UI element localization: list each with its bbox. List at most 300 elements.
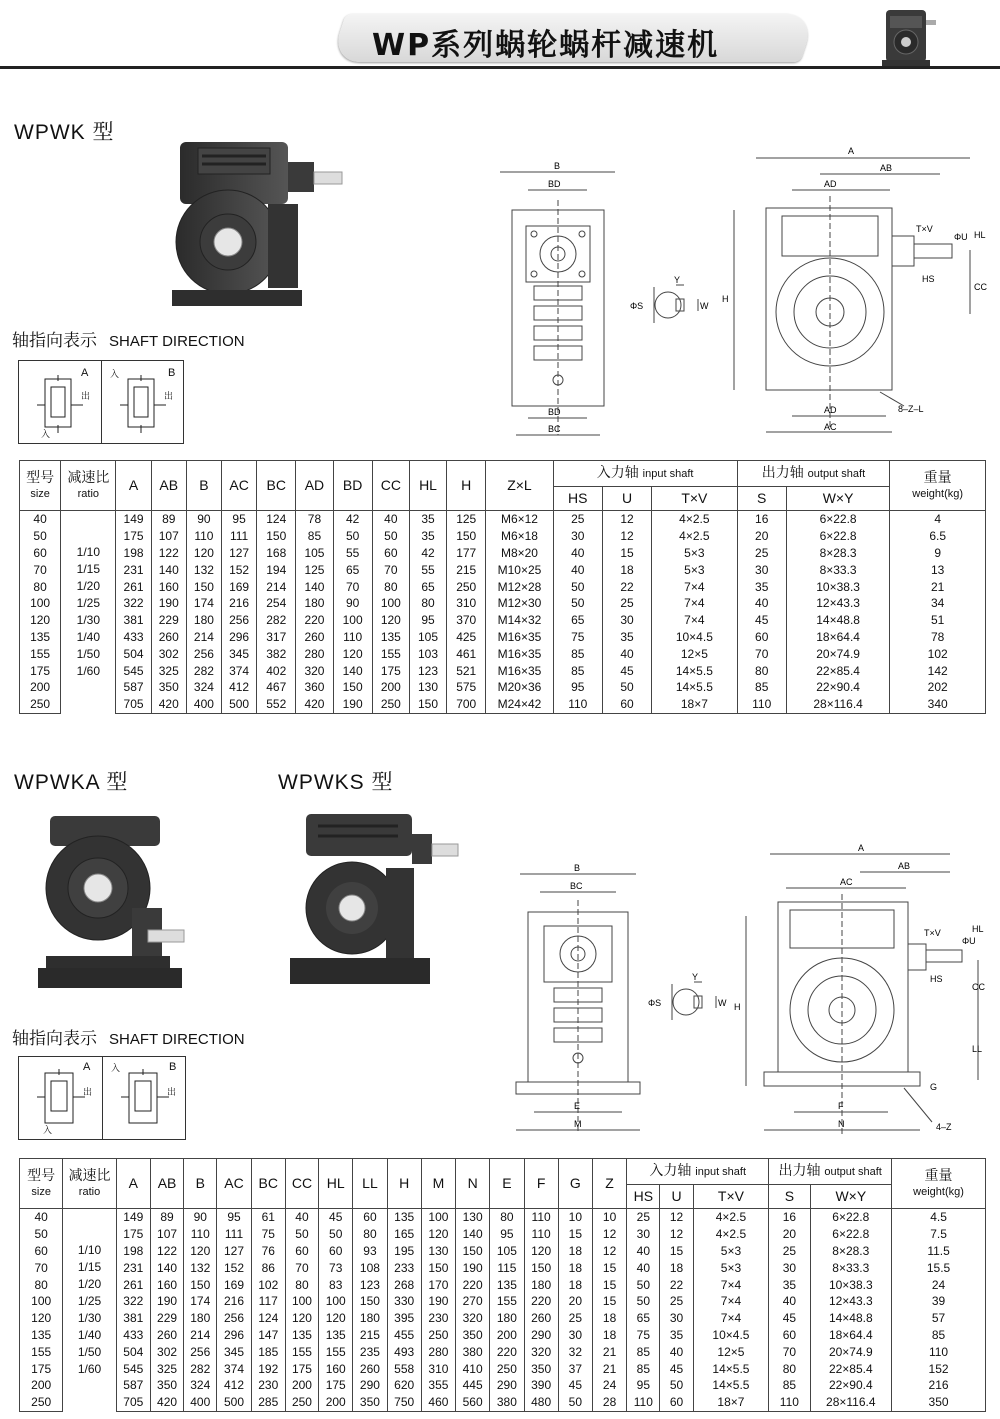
- table-cell: 12×5: [693, 1343, 769, 1360]
- table-cell: 110: [737, 696, 786, 713]
- table-cell: 180: [524, 1276, 558, 1293]
- table-cell: 40: [285, 1209, 318, 1226]
- shaft-variant-b: [101, 361, 184, 443]
- table-cell: 50: [602, 679, 651, 696]
- dim-f: F: [838, 1101, 844, 1111]
- table-cell: 374: [222, 662, 257, 679]
- table-cell: 110: [553, 696, 602, 713]
- table-cell: M8×20: [486, 545, 553, 562]
- ratio-value: 1/10: [77, 1243, 102, 1258]
- table-cell: 350: [456, 1327, 490, 1344]
- variant-b-label: B: [168, 367, 176, 379]
- table-cell: 111: [222, 528, 257, 545]
- table-cell: 280: [296, 645, 333, 662]
- wpwk-front-view-drawing: [720, 140, 990, 445]
- table-cell: 8×33.3: [810, 1259, 892, 1276]
- col-weight: 重量 weight(kg): [890, 461, 986, 511]
- table-cell: 140: [296, 578, 333, 595]
- dim-cc: CC: [974, 282, 987, 292]
- table-cell: M24×42: [486, 696, 553, 713]
- table-cell: 340: [890, 696, 986, 713]
- table-cell: 214: [184, 1327, 217, 1344]
- table-cell: 50: [660, 1377, 693, 1394]
- table-cell: 4×2.5: [652, 528, 737, 545]
- dim-g: G: [930, 1082, 938, 1092]
- table-cell: 39: [892, 1293, 986, 1310]
- table-cell: M16×35: [486, 629, 553, 646]
- table-cell: 15: [558, 1226, 592, 1243]
- table-row: [20, 1259, 986, 1276]
- table-cell: 135: [387, 1209, 421, 1226]
- variant-a-label-2: A: [83, 1061, 91, 1073]
- table-cell: M6×18: [486, 528, 553, 545]
- table-cell: 73: [319, 1259, 353, 1276]
- table-cell: 175: [372, 662, 409, 679]
- table-cell: 40: [769, 1293, 810, 1310]
- table-cell: 250: [372, 696, 409, 713]
- table-cell: 12: [660, 1226, 693, 1243]
- table-cell: 22×85.4: [786, 662, 890, 679]
- table-cell: 60: [285, 1243, 318, 1260]
- variant-b-output: 出: [164, 392, 174, 402]
- table-cell: 22×90.4: [810, 1377, 892, 1394]
- table-cell: 90: [184, 1209, 217, 1226]
- table-cell: 200: [372, 679, 409, 696]
- table-row: [20, 1377, 986, 1394]
- table-cell: 4: [890, 511, 986, 528]
- table-cell: 250: [490, 1360, 524, 1377]
- dim-s-2: ΦS: [648, 998, 662, 1008]
- table-cell: 18×7: [693, 1394, 769, 1411]
- table-cell: 35: [602, 629, 651, 646]
- table-cell: 175: [285, 1360, 318, 1377]
- table-cell: 15: [592, 1276, 626, 1293]
- shaft-variant-b-2: [102, 1057, 186, 1139]
- col-hl: HL: [409, 461, 446, 511]
- table-row: [20, 679, 986, 696]
- col2-n: N: [456, 1159, 490, 1209]
- table-cell: 130: [421, 1243, 455, 1260]
- table-cell: 12×5: [652, 645, 737, 662]
- table-cell: 155: [285, 1343, 318, 1360]
- table-cell: 93: [353, 1243, 387, 1260]
- col2-ac: AC: [217, 1159, 251, 1209]
- table-cell: 60: [20, 545, 61, 562]
- col2-hl: HL: [319, 1159, 353, 1209]
- table-row: [20, 629, 986, 646]
- table-cell: 185: [251, 1343, 285, 1360]
- table-cell: 15: [602, 545, 651, 562]
- col-ratio: 减速比 ratio: [61, 461, 116, 511]
- dim-b: B: [554, 161, 561, 171]
- col-h: H: [447, 461, 486, 511]
- table-cell: 28×116.4: [810, 1394, 892, 1411]
- table-cell: 110: [186, 528, 221, 545]
- table-cell: 560: [456, 1394, 490, 1411]
- col2-size: 型号 size: [20, 1159, 63, 1209]
- table-cell: 78: [296, 511, 333, 528]
- table-cell: 135: [372, 629, 409, 646]
- table-cell: 160: [150, 1276, 183, 1293]
- table-cell: 12×43.3: [810, 1293, 892, 1310]
- table-cell: 587: [116, 1377, 150, 1394]
- table-cell: 102: [251, 1276, 285, 1293]
- table-cell: 168: [257, 545, 296, 562]
- table-cell: 21: [592, 1343, 626, 1360]
- table-cell: 120: [524, 1243, 558, 1260]
- table-cell: 200: [20, 1377, 63, 1394]
- table-cell: 60: [602, 696, 651, 713]
- table-cell: 40: [372, 511, 409, 528]
- table-cell: 5×3: [693, 1243, 769, 1260]
- model-label-wpwka: WPWKA 型: [14, 771, 129, 794]
- table-cell: 12: [602, 511, 651, 528]
- table-cell: 220: [490, 1343, 524, 1360]
- table-cell: 14×5.5: [693, 1360, 769, 1377]
- table-cell: 34: [890, 595, 986, 612]
- table-cell: 282: [257, 612, 296, 629]
- table-cell: 150: [353, 1293, 387, 1310]
- table-cell: 231: [116, 561, 151, 578]
- table-cell: 215: [353, 1327, 387, 1344]
- table-cell: 15: [660, 1243, 693, 1260]
- table-cell: 105: [490, 1243, 524, 1260]
- table-cell: M16×35: [486, 662, 553, 679]
- table-cell: 120: [20, 612, 61, 629]
- table-cell: 250: [285, 1394, 318, 1411]
- table-cell: 324: [184, 1377, 217, 1394]
- table-cell: 20×74.9: [810, 1343, 892, 1360]
- table-cell: M12×28: [486, 578, 553, 595]
- table-cell: 190: [151, 595, 186, 612]
- table-cell: 504: [116, 645, 151, 662]
- table-cell: 124: [251, 1310, 285, 1327]
- table-cell: 250: [20, 1394, 63, 1411]
- table-cell: 150: [257, 528, 296, 545]
- dim-y: Y: [674, 275, 681, 285]
- table-cell: 135: [285, 1327, 318, 1344]
- table-cell: 296: [222, 629, 257, 646]
- col2-wy: W×Y: [810, 1185, 892, 1209]
- table-cell: 302: [151, 645, 186, 662]
- table-cell: 142: [890, 662, 986, 679]
- table-cell: 150: [456, 1243, 490, 1260]
- table-cell: 10: [592, 1209, 626, 1226]
- table-cell: 231: [116, 1259, 150, 1276]
- table-cell: 95: [627, 1377, 660, 1394]
- table-cell: 18: [592, 1310, 626, 1327]
- col2-weight: 重量 weight(kg): [892, 1159, 986, 1209]
- table-cell: 455: [387, 1327, 421, 1344]
- table-cell: 20: [737, 528, 786, 545]
- table-cell: 95: [222, 511, 257, 528]
- table-cell: 85: [737, 679, 786, 696]
- table-cell: 110: [524, 1209, 558, 1226]
- table-cell: 149: [116, 511, 151, 528]
- table-cell: 122: [151, 545, 186, 562]
- table-cell: 175: [116, 1226, 150, 1243]
- table-cell: 500: [222, 696, 257, 713]
- table-cell: 254: [257, 595, 296, 612]
- table-cell: 282: [186, 662, 221, 679]
- table-cell: 461: [447, 645, 486, 662]
- table-cell: 214: [257, 578, 296, 595]
- table-cell: 115: [490, 1259, 524, 1276]
- table-cell: 8×28.3: [786, 545, 890, 562]
- table-cell: 190: [456, 1259, 490, 1276]
- table-cell: 100: [20, 595, 61, 612]
- table-cell: 80: [20, 578, 61, 595]
- dim-tv-2: T×V: [924, 928, 941, 938]
- dim-hl: HL: [974, 230, 986, 240]
- table-cell: 6×22.8: [786, 511, 890, 528]
- table-cell: 290: [490, 1377, 524, 1394]
- table-cell: 61: [251, 1209, 285, 1226]
- col2-h: H: [387, 1159, 421, 1209]
- table-cell: 290: [353, 1377, 387, 1394]
- table-cell: 25: [558, 1310, 592, 1327]
- table-cell: 256: [217, 1310, 251, 1327]
- table-cell: 216: [217, 1293, 251, 1310]
- table-cell: 322: [116, 595, 151, 612]
- model-label-wpwk: WPWK 型: [14, 121, 115, 144]
- table-cell: 325: [150, 1360, 183, 1377]
- table-cell: 70: [20, 561, 61, 578]
- table-cell: 180: [186, 612, 221, 629]
- header-rule: [0, 66, 1000, 69]
- shaft-direction-cn: 轴指向表示: [12, 331, 97, 351]
- table-cell: 10×4.5: [652, 629, 737, 646]
- wpwk-shaft-section-drawing: [628, 275, 718, 335]
- table-cell: 6×22.8: [810, 1209, 892, 1226]
- table-cell: 125: [296, 561, 333, 578]
- table-row: [20, 696, 986, 713]
- dim-cc-2: CC: [972, 982, 985, 992]
- col-ab: AB: [151, 461, 186, 511]
- table-cell: 140: [151, 561, 186, 578]
- variant-a-input-2: 入: [43, 1126, 53, 1136]
- table-cell: 65: [333, 561, 372, 578]
- table-cell: 355: [421, 1377, 455, 1394]
- table-cell: 425: [447, 629, 486, 646]
- col2-ratio: 减速比 ratio: [63, 1159, 116, 1209]
- table-cell: 70: [333, 578, 372, 595]
- table-cell: 175: [20, 1360, 63, 1377]
- table-cell: 147: [251, 1327, 285, 1344]
- table-cell: 120: [184, 1243, 217, 1260]
- table-cell: 350: [353, 1394, 387, 1411]
- dim-u: ΦU: [954, 232, 968, 242]
- table-cell: 120: [372, 612, 409, 629]
- wpwka-shaft-section-drawing: [646, 972, 736, 1032]
- col-a: A: [116, 461, 151, 511]
- table-cell: 90: [186, 511, 221, 528]
- table-cell: 433: [116, 1327, 150, 1344]
- table-cell: 40: [20, 511, 61, 528]
- table-cell: 45: [660, 1360, 693, 1377]
- table-cell: 10×4.5: [693, 1327, 769, 1344]
- table-cell: 24: [892, 1276, 986, 1293]
- col-b: B: [186, 461, 221, 511]
- table-cell: 111: [217, 1226, 251, 1243]
- table-cell: 110: [184, 1226, 217, 1243]
- table-cell: 150: [186, 578, 221, 595]
- ratio-value: 1/40: [76, 630, 101, 645]
- table-cell: M6×12: [486, 511, 553, 528]
- col2-ab: AB: [150, 1159, 183, 1209]
- table-cell: 51: [890, 612, 986, 629]
- table-cell: 75: [251, 1226, 285, 1243]
- col-u: U: [602, 487, 651, 511]
- ratio-value: 1/60: [77, 1362, 102, 1377]
- table-cell: 135: [20, 1327, 63, 1344]
- table-cell: 16: [737, 511, 786, 528]
- table-cell: 122: [150, 1243, 183, 1260]
- table-cell: 110: [524, 1226, 558, 1243]
- table-cell: 420: [151, 696, 186, 713]
- table-cell: 50: [285, 1226, 318, 1243]
- col-hs: HS: [553, 487, 602, 511]
- table-cell: 7×4: [693, 1310, 769, 1327]
- table-cell: 5×3: [652, 561, 737, 578]
- col-input-shaft: 入力轴 input shaft: [553, 461, 737, 487]
- table-cell: 85: [769, 1377, 810, 1394]
- table-cell: 302: [150, 1343, 183, 1360]
- table-cell: 175: [20, 662, 61, 679]
- table-cell: 180: [353, 1310, 387, 1327]
- table-cell: 85: [892, 1327, 986, 1344]
- variant-b-sketch: [120, 375, 168, 433]
- table-cell: 324: [186, 679, 221, 696]
- table-cell: 330: [387, 1293, 421, 1310]
- table-cell: 545: [116, 662, 151, 679]
- table-cell: 12: [660, 1209, 693, 1226]
- dim-a-2: A: [858, 843, 865, 853]
- table-cell: 170: [421, 1276, 455, 1293]
- dim-s: ΦS: [630, 301, 644, 311]
- table-cell: 45: [319, 1209, 353, 1226]
- table-cell: 60: [737, 629, 786, 646]
- table-cell: 30: [660, 1310, 693, 1327]
- table-cell: 317: [257, 629, 296, 646]
- table-cell: 85: [553, 662, 602, 679]
- table-cell: 12: [602, 528, 651, 545]
- table-cell: 198: [116, 545, 151, 562]
- col2-ll: LL: [353, 1159, 387, 1209]
- table-cell: 107: [150, 1226, 183, 1243]
- table-cell: M12×30: [486, 595, 553, 612]
- table-cell: 160: [319, 1360, 353, 1377]
- table-cell: 120: [333, 645, 372, 662]
- table-cell: 110: [769, 1394, 810, 1411]
- table-cell: 16: [769, 1209, 810, 1226]
- table-cell: 25: [627, 1209, 660, 1226]
- table-cell: 493: [387, 1343, 421, 1360]
- table-cell: 22×90.4: [786, 679, 890, 696]
- table-cell: 155: [372, 645, 409, 662]
- table-cell: 130: [409, 679, 446, 696]
- table-cell: 6×22.8: [786, 528, 890, 545]
- table-cell: 7×4: [652, 595, 737, 612]
- dim-n: N: [838, 1119, 845, 1129]
- col-bd: BD: [333, 461, 372, 511]
- table-cell: 127: [217, 1243, 251, 1260]
- col2-tv: T×V: [693, 1185, 769, 1209]
- table-cell: 180: [490, 1310, 524, 1327]
- dim-u-2: ΦU: [962, 936, 976, 946]
- table-cell: 40: [20, 1209, 63, 1226]
- table-cell: 140: [150, 1259, 183, 1276]
- col-size: 型号 size: [20, 461, 61, 511]
- table-row: [20, 1343, 986, 1360]
- table-row: [20, 1209, 986, 1226]
- table-cell: 40: [602, 645, 651, 662]
- dim-hs: HS: [922, 274, 935, 284]
- table-cell: 20×74.9: [786, 645, 890, 662]
- table-cell: 280: [421, 1343, 455, 1360]
- table-cell: 705: [116, 696, 151, 713]
- wpwk-product-photo: [168, 132, 348, 312]
- table-row: [20, 1293, 986, 1310]
- table-cell: 45: [602, 662, 651, 679]
- table-cell: 35: [409, 511, 446, 528]
- dim-y-2: Y: [692, 972, 699, 982]
- table-cell: 270: [456, 1293, 490, 1310]
- table-cell: 350: [892, 1394, 986, 1411]
- table-cell: 268: [387, 1276, 421, 1293]
- table-cell: 100: [20, 1293, 63, 1310]
- table-cell: 150: [184, 1276, 217, 1293]
- table-cell: 480: [524, 1394, 558, 1411]
- table-cell: 70: [285, 1259, 318, 1276]
- col-bc: BC: [257, 461, 296, 511]
- table-cell: 290: [524, 1327, 558, 1344]
- table-cell: 200: [490, 1327, 524, 1344]
- wpwka-product-photo: [36, 808, 196, 998]
- table-cell: 132: [186, 561, 221, 578]
- table-cell: 380: [490, 1394, 524, 1411]
- table-row: [20, 612, 986, 629]
- table-cell: 80: [409, 595, 446, 612]
- table-cell: 80: [20, 1276, 63, 1293]
- table-cell: 132: [184, 1259, 217, 1276]
- table-cell: 40: [627, 1259, 660, 1276]
- dim-h-2: H: [734, 1002, 741, 1012]
- table-cell: 620: [387, 1377, 421, 1394]
- ratio-cell: [63, 1209, 116, 1412]
- table-cell: 467: [257, 679, 296, 696]
- variant-a-label: A: [81, 367, 89, 379]
- dim-tv: T×V: [916, 224, 933, 234]
- table-cell: 60: [660, 1394, 693, 1411]
- table-cell: 65: [553, 612, 602, 629]
- table-cell: 80: [353, 1226, 387, 1243]
- model-label-wpwks: WPWKS 型: [278, 771, 394, 794]
- table-cell: 380: [456, 1343, 490, 1360]
- table-cell: 65: [627, 1310, 660, 1327]
- table-cell: 70: [372, 561, 409, 578]
- col2-input-shaft: 入力轴 input shaft: [627, 1159, 769, 1185]
- table-cell: 165: [387, 1226, 421, 1243]
- table-cell: 7×4: [652, 612, 737, 629]
- table-cell: 15: [592, 1293, 626, 1310]
- table-cell: 500: [217, 1394, 251, 1411]
- ratio-value: 1/40: [77, 1328, 102, 1343]
- table-cell: 200: [20, 679, 61, 696]
- table-cell: 260: [524, 1310, 558, 1327]
- table-cell: 120: [319, 1310, 353, 1327]
- table-cell: 40: [660, 1343, 693, 1360]
